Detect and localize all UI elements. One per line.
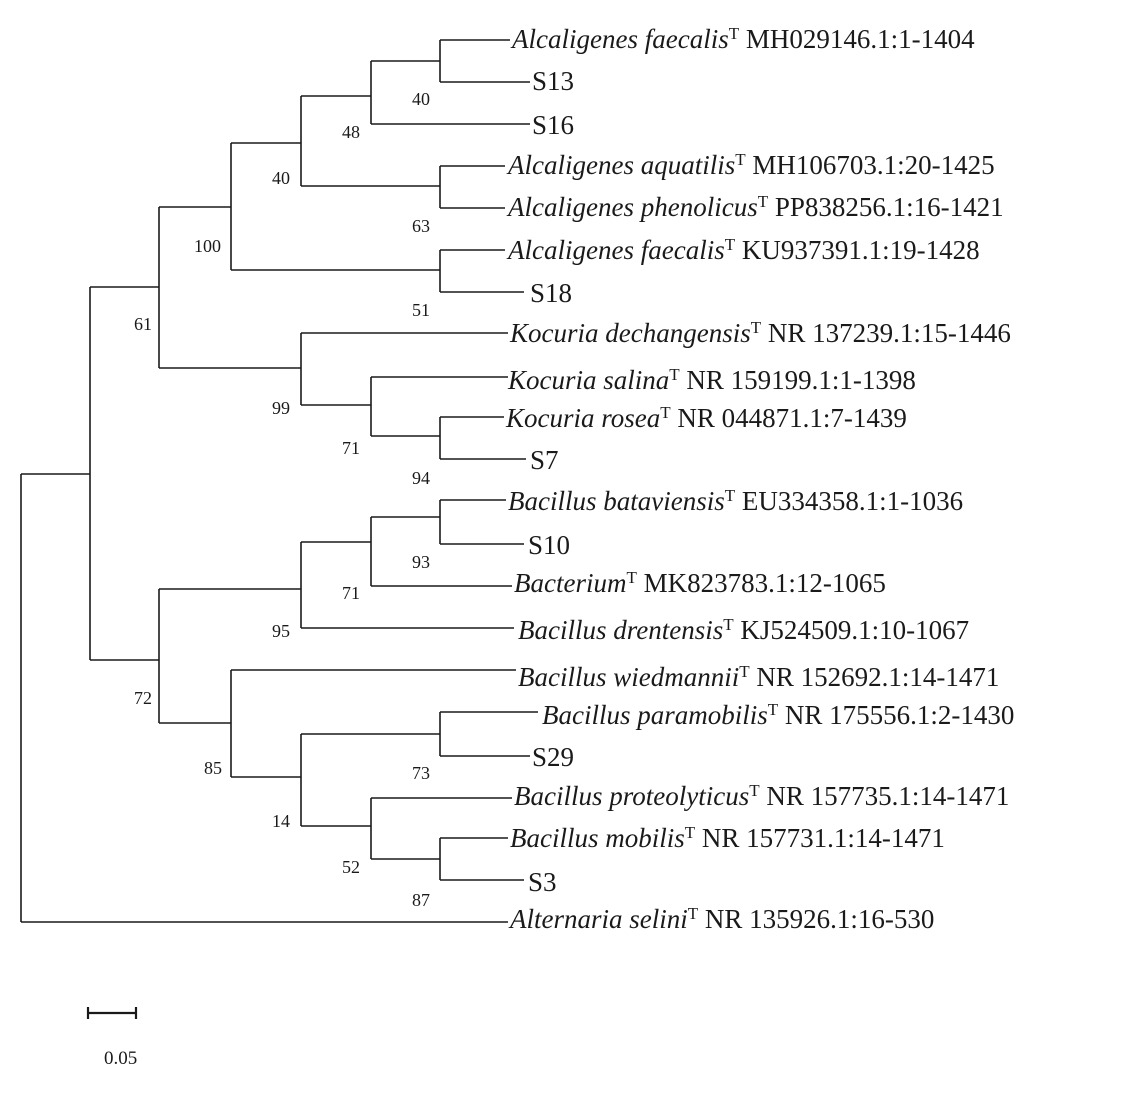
bootstrap-value: 93 [412,552,430,572]
tip-label-alternaria-selini: Alternaria selini$^T$ NR 135926.1:16-530 [510,904,935,934]
bootstrap-value: 40 [272,168,290,188]
bootstrap-value: 87 [412,890,430,910]
bootstrap-value: 63 [412,216,430,236]
bootstrap-value: 61 [134,314,152,334]
tip-label-bacillus-wiedmannii: Bacillus wiedmannii$^T$ NR 152692.1:14-1471 [518,662,1000,692]
tip-label-alcaligenes-faecalis-mh029146: Alcaligenes faecalis$^T$ MH029146.1:1-1404 [512,24,975,54]
tip-label-bacillus-paramobilis: Bacillus paramobilis$^T$ NR 175556.1:2-1430 [542,700,1015,730]
tip-label-s18: S18 [530,278,573,308]
bootstrap-value: 94 [412,468,430,488]
tip-label-bacterium: Bacterium$^T$ MK823783.1:12-1065 [514,568,886,598]
bootstrap-value: 71 [342,438,360,458]
scale-bar-label: 0.05 [104,1048,138,1069]
tip-label-bacillus-proteolyticus: Bacillus proteolyticus$^T$ NR 157735.1:14-1471 [514,781,1010,811]
bootstrap-value: 14 [272,811,290,831]
tip-label-kocuria-salina: Kocuria salina$^T$ NR 159199.1:1-1398 [508,365,916,395]
bootstrap-value: 99 [272,398,290,418]
tip-label-s3: S3 [528,867,557,897]
bootstrap-value: 95 [272,621,290,641]
bootstrap-value: 51 [412,300,430,320]
tip-label-bacillus-drentensis: Bacillus drentensis$^T$ KJ524509.1:10-1067 [518,615,970,645]
tip-label-alcaligenes-faecalis-ku937391: Alcaligenes faecalis$^T$ KU937391.1:19-1428 [508,235,980,265]
tip-labels [505,24,1014,934]
bootstrap-value: 40 [412,89,430,109]
tip-label-bacillus-bataviensis: Bacillus bataviensis$^T$ EU334358.1:1-1036 [508,486,964,516]
bootstrap-value: 100 [194,236,221,256]
tip-label-kocuria-rosea: Kocuria rosea$^T$ NR 044871.1:7-1439 [506,403,907,433]
tip-label-s7: S7 [530,445,559,475]
tip-label-alcaligenes-aquatilis: Alcaligenes aquatilis$^T$ MH106703.1:20-1425 [508,150,995,180]
tip-label-alcaligenes-phenolicus: Alcaligenes phenolicus$^T$ PP838256.1:16-1421 [508,192,1004,222]
tip-label-s29: S29 [532,742,575,772]
tip-label-bacillus-mobilis: Bacillus mobilis$^T$ NR 157731.1:14-1471 [510,823,945,853]
bootstrap-value: 73 [412,763,430,783]
bootstrap-value: 71 [342,583,360,603]
bootstrap-value: 72 [134,688,152,708]
tip-label-s16: S16 [532,110,575,140]
tip-label-s10: S10 [528,530,571,560]
tip-label-s13: S13 [532,66,575,96]
bootstrap-value: 52 [342,857,360,877]
bootstrap-value: 85 [204,758,222,778]
tip-label-kocuria-dechangensis: Kocuria dechangensis$^T$ NR 137239.1:15-1446 [510,318,1011,348]
bootstrap-labels [134,89,430,910]
bootstrap-value: 48 [342,122,360,142]
scale-bar [88,1007,137,1069]
